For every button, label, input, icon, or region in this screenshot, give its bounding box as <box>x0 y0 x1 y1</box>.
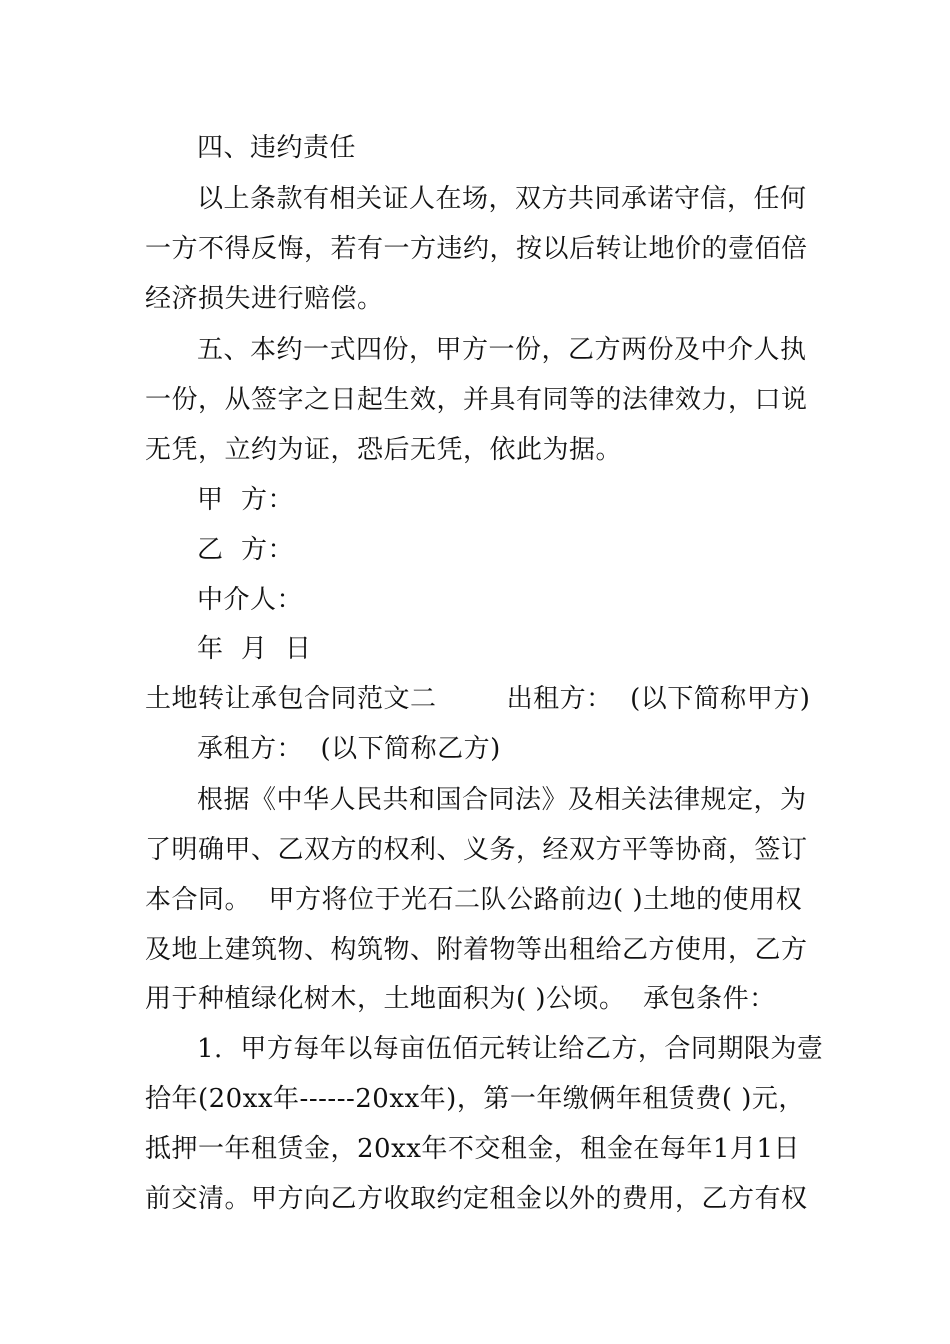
paragraph-line: 一份，从签字之日起生效，并具有同等的法律效力，口说 <box>145 385 808 415</box>
section-heading-breach-liability: 四、违约责任 <box>197 133 357 163</box>
lessee-line: 承租方： (以下简称乙方) <box>197 734 501 764</box>
paragraph-line: 用于种植绿化树木，土地面积为( )公顷。 承包条件： <box>145 984 776 1014</box>
paragraph-line: 一方不得反悔，若有一方违约，按以后转让地价的壹佰倍 <box>145 234 808 264</box>
contract-title-line: 土地转让承包合同范文二 出租方： (以下简称甲方) <box>145 684 811 714</box>
paragraph-line: 根据《中华人民共和国合同法》及相关法律规定，为 <box>197 785 807 815</box>
paragraph-line: 五、本约一式四份，甲方一份，乙方两份及中介人执 <box>197 335 807 365</box>
signature-date: 年 月 日 <box>197 634 312 664</box>
paragraph-line: 拾年(20xx年------20xx年)，第一年缴俩年租赁费( )元， <box>145 1084 805 1114</box>
list-item-1: 1. 甲方每年以每亩伍佰元转让给乙方，合同期限为壹 <box>197 1034 824 1064</box>
signature-intermediary: 中介人： <box>197 585 304 615</box>
signature-party-a: 甲 方： <box>197 485 295 515</box>
signature-party-b: 乙 方： <box>197 535 295 565</box>
paragraph-line: 前交清。甲方向乙方收取约定租金以外的费用，乙方有权 <box>145 1184 808 1214</box>
paragraph-line: 无凭，立约为证，恐后无凭，依此为据。 <box>145 435 623 465</box>
paragraph-line: 经济损失进行赔偿。 <box>145 284 384 314</box>
paragraph-line: 以上条款有相关证人在场，双方共同承诺守信，任何 <box>197 184 807 214</box>
paragraph-line: 本合同。 甲方将位于光石二队公路前边( )土地的使用权 <box>145 885 803 915</box>
paragraph-line: 抵押一年租赁金，20xx年不交租金，租金在每年1月1日 <box>145 1134 800 1164</box>
paragraph-line: 了明确甲、乙双方的权利、义务，经双方平等协商，签订 <box>145 835 808 865</box>
paragraph-line: 及地上建筑物、构筑物、附着物等出租给乙方使用，乙方 <box>145 935 808 965</box>
